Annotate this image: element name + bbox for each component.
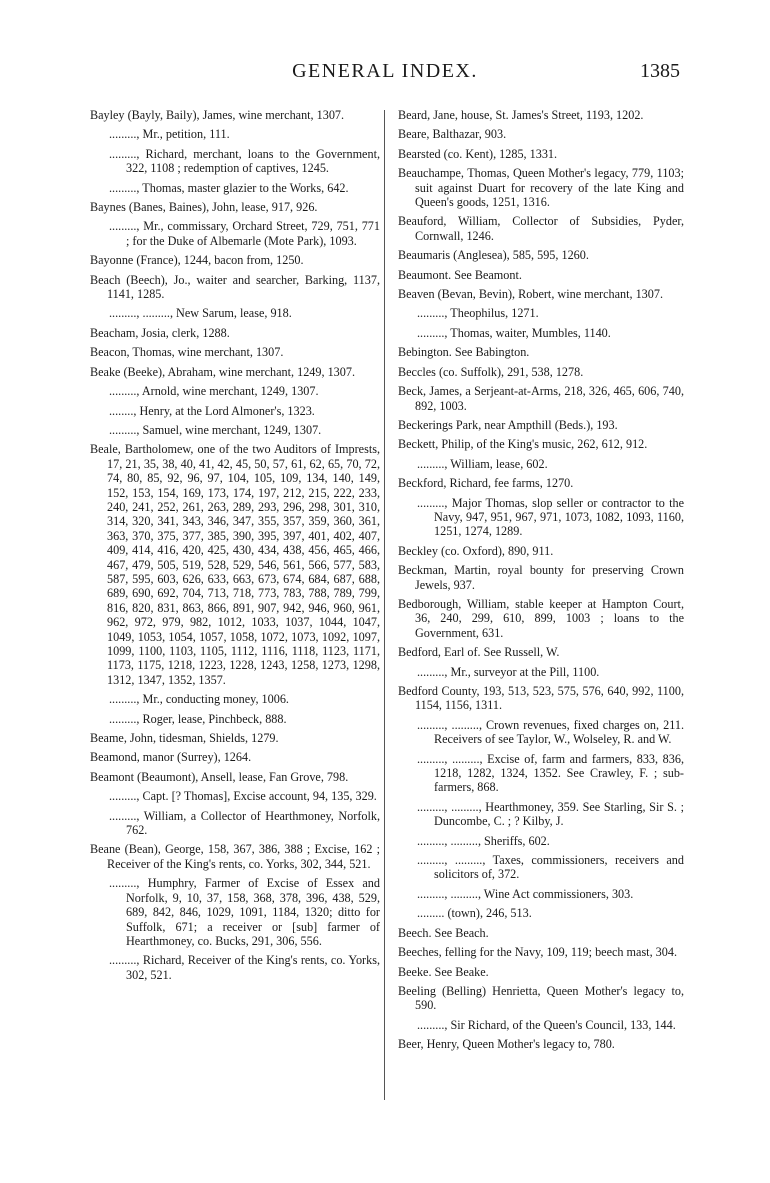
index-entry: ........., Mr., conducting money, 1006. — [109, 692, 289, 707]
index-entry: Beccles (co. Suffolk), 291, 538, 1278. — [398, 364, 584, 379]
index-entry: Beeling (Belling) Henrietta, Queen Mother's legacy to, 590. — [398, 983, 684, 1013]
index-entry: Bebington. See Babington. — [398, 345, 530, 360]
index-entry: ........., William, lease, 602. — [417, 456, 548, 471]
index-entry: Beaven (Bevan, Bevin), Robert, wine merchant, 1307. — [398, 287, 664, 302]
index-entry: Beame, John, tidesman, Shields, 1279. — [90, 731, 279, 746]
index-entry: Beaumaris (Anglesea), 585, 595, 1260. — [398, 248, 589, 263]
index-entry: Beck, James, a Serjeant-at-Arms, 218, 326, 465, 606, 740, 892, 1003. — [398, 384, 684, 413]
index-entry: ........., Major Thomas, slop seller or contractor to the Navy, 947, 951, 967, 971, 1073, 1082, 1093, 1160, 1251, 1274, 1289. — [417, 495, 684, 539]
index-entry: ........., Richard, Receiver of the King's rents, co. Yorks, 302, 521. — [109, 953, 380, 982]
index-entry: ........., Theophilus, 1271. — [417, 306, 539, 321]
index-entry: Beckley (co. Oxford), 890, 911. — [398, 543, 554, 558]
index-entry: Bayley (Bayly, Baily), James, wine merchant, 1307. — [90, 108, 345, 122]
index-entry: Bedford, Earl of. See Russell, W. — [398, 645, 560, 660]
index-entry: Bedborough, William, stable keeper at Hampton Court, 36, 240, 299, 610, 899, 1003 ; loans to the Government, 631. — [398, 596, 684, 640]
index-entry: Beach (Beech), Jo., waiter and searcher, Barking, 1137, 1141, 1285. — [90, 272, 380, 302]
index-entry: Beech. See Beach. — [398, 925, 489, 940]
page-title: GENERAL INDEX. — [292, 60, 478, 82]
index-column-right — [398, 108, 684, 1057]
index-entry: ........., ........., Crown revenues, fixed charges on, 211. Receivers of see Taylor, W., Wolseley, R. and W. — [417, 717, 684, 747]
index-entry: ......... (town), 246, 513. — [417, 906, 532, 921]
index-entry: Beeches, felling for the Navy, 109, 119; beech mast, 304. — [398, 945, 677, 960]
index-entry: Beer, Henry, Queen Mother's legacy to, 780. — [398, 1037, 615, 1052]
page-number: 1385 — [640, 60, 680, 82]
index-entry: ........., Humphry, Farmer of Excise of Essex and Norfolk, 9, 10, 37, 158, 368, 378, 396, 438, 529, 689, 842, 846, 1029, 1091, 1184, 1320; ditto for Suffolk, 671; a receiver or [sub] farmer of Hearthmoney, co. Bucks, 291, 306, 556. — [109, 876, 380, 948]
index-entry: Baynes (Banes, Baines), John, lease, 917, 926. — [90, 200, 318, 215]
index-entry: Beare, Balthazar, 903. — [398, 127, 507, 142]
index-entry: ........., Mr., surveyor at the Pill, 1100. — [417, 664, 600, 679]
index-entry: ........., ........., Sheriffs, 602. — [417, 833, 550, 848]
index-entry: ........., Arnold, wine merchant, 1249, 1307. — [109, 384, 319, 399]
index-entry: ........., William, a Collector of Hearthmoney, Norfolk, 762. — [109, 808, 380, 838]
column-divider — [384, 110, 385, 1100]
index-entry: ........., Sir Richard, of the Queen's Council, 133, 144. — [417, 1017, 676, 1032]
index-entry: ........., ........., Wine Act commissioners, 303. — [417, 886, 634, 901]
index-entry: Beauford, William, Collector of Subsidies, Pyder, Cornwall, 1246. — [398, 214, 684, 243]
index-entry: ........., ........., New Sarum, lease, 918. — [109, 306, 292, 321]
index-entry: Beard, Jane, house, St. James's Street, 1193, 1202. — [398, 108, 644, 122]
index-entry: Beane (Bean), George, 158, 367, 386, 388 ; Excise, 162 ; Receiver of the King's rents, co. Yorks, 302, 344, 521. — [90, 842, 380, 871]
index-entry: Beamont (Beaumont), Ansell, lease, Fan Grove, 798. — [90, 769, 349, 784]
index-entry: ........., Mr., commissary, Orchard Street, 729, 751, 771 ; for the Duke of Albemarle (Mote Park), 1093. — [109, 219, 380, 248]
page-header — [0, 60, 770, 90]
index-entry: Beckett, Philip, of the King's music, 262, 612, 912. — [398, 437, 648, 452]
index-entry: Beale, Bartholomew, one of the two Auditors of Imprests, 17, 21, 35, 38, 40, 41, 42, 45, 50, 57, 61, 62, 65, 70, 72, 74, 80, 85, 92, 96, 97, 104, 105, 109, 134, 140, 149, 152, 153, 154, 169, 173, 174, 197, 212, 215, 222, 233, 240, 241, 252, 261, 263, 289, 293, 296, 298, 301, 310, 314, 320, 341, 343, 346, 347, 355, 357, 359, 360, 361, 363, 370, 375, 377, 385, 390, 395, 397, 401, 402, 407, 409, 414, 416, 420, 425, 430, 434, 438, 456, 465, 466, 467, 479, 505, 519, 528, 529, 546, 561, 566, 577, 583, 587, 595, 603, 626, 633, 663, 673, 674, 684, 687, 688, 689, 690, 692, 704, 713, 718, 773, 783, 788, 789, 799, 816, 820, 831, 863, 866, 891, 907, 942, 946, 960, 961, 962, 972, 979, 982, 1012, 1033, 1037, 1044, 1047, 1049, 1053, 1054, 1057, 1058, 1072, 1073, 1092, 1097, 1099, 1100, 1103, 1105, 1112, 1116, 1118, 1123, 1171, 1173, 1175, 1218, 1223, 1228, 1243, 1258, 1273, 1298, 1312, 1347, 1352, 1357. — [90, 442, 380, 687]
index-entry: Bayonne (France), 1244, bacon from, 1250. — [90, 253, 304, 268]
index-entry: ........., Roger, lease, Pinchbeck, 888. — [109, 711, 287, 726]
index-entry: ........., Thomas, master glazier to the Works, 642. — [109, 180, 349, 195]
index-entry: Beckford, Richard, fee farms, 1270. — [398, 476, 574, 491]
index-entry: ........., Richard, merchant, loans to the Government, 322, 1108 ; redemption of captives, 1245. — [109, 146, 380, 176]
index-entry: Beauchampe, Thomas, Queen Mother's legacy, 779, 1103; suit against Duart for recovery of the late King and Queen's goods, 1251, 1316. — [398, 166, 684, 210]
index-entry: Beeke. See Beake. — [398, 964, 489, 979]
index-entry: Beckerings Park, near Ampthill (Beds.), 193. — [398, 417, 618, 432]
index-entry: ........., Thomas, waiter, Mumbles, 1140. — [417, 325, 611, 340]
index-entry: ........., Mr., petition, 111. — [109, 127, 230, 142]
index-entry: Beacon, Thomas, wine merchant, 1307. — [90, 345, 284, 360]
index-entry: Beckman, Martin, royal bounty for preserving Crown Jewels, 937. — [398, 563, 684, 592]
index-entry: ........., ........., Taxes, commissioners, receivers and solicitors of, 372. — [417, 853, 684, 882]
index-entry: ........., Samuel, wine merchant, 1249, 1307. — [109, 422, 322, 437]
index-entry: ........., ........., Hearthmoney, 359. See Starling, Sir S. ; Duncombe, C. ; ? Kilby, J. — [417, 799, 684, 829]
index-entry: ........., ........., Excise of, farm and farmers, 833, 836, 1218, 1282, 1324, 1352. See Crawley, F. ; sub-farmers, 868. — [417, 751, 684, 795]
index-column-left — [90, 108, 380, 987]
index-entry: Beake (Beeke), Abraham, wine merchant, 1249, 1307. — [90, 364, 355, 379]
index-entry: ........, Henry, at the Lord Almoner's, 1323. — [109, 403, 315, 418]
index-entry: Beaumont. See Beamont. — [398, 267, 522, 282]
index-entry: Beacham, Josia, clerk, 1288. — [90, 325, 230, 340]
index-entry: ........., Capt. [? Thomas], Excise account, 94, 135, 329. — [109, 789, 377, 804]
index-entry: Beamond, manor (Surrey), 1264. — [90, 750, 252, 765]
index-entry: Bedford County, 193, 513, 523, 575, 576, 640, 992, 1100, 1154, 1156, 1311. — [398, 684, 684, 713]
index-entry: Bearsted (co. Kent), 1285, 1331. — [398, 146, 558, 161]
